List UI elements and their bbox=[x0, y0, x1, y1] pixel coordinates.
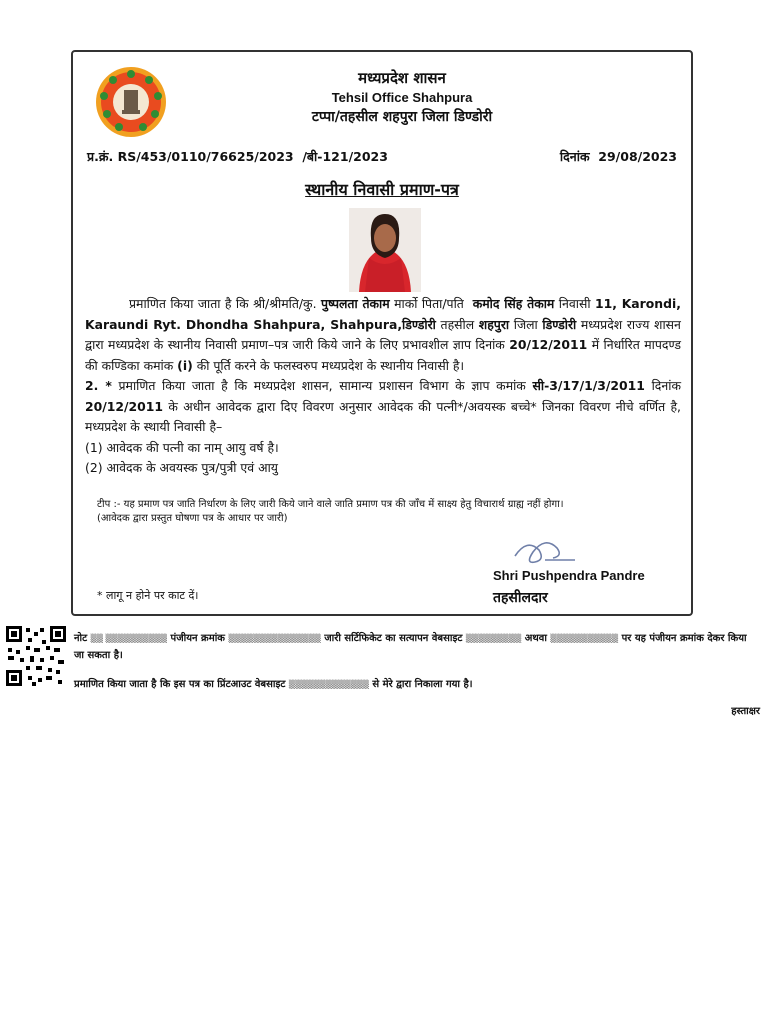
officer-title: तहसीलदार bbox=[493, 590, 548, 606]
signature-scribble bbox=[505, 530, 625, 570]
signature-label: हस्ताक्षर bbox=[731, 706, 760, 717]
item-2: (2) आवेदक के अवयस्क पुत्र/पुत्री एवं आयु bbox=[85, 460, 278, 475]
item-1: (1) आवेदक की पत्नी का नाम् आयु वर्ष है। bbox=[85, 439, 279, 455]
paragraph-1: प्रमाणित किया जाता है कि श्री/श्रीमति/कु. पुष्पलता तेकाम मार्को पिता/पति कमोद सिंह तेकाम निवासी 11, Karondi, Karaundi Ryt. Dhondha Shahpura, Shahpura,डिण्डोरी तहसील शहपुरा जिला डिण्डोरी मध्यप्रदेश राज्य शासन द्वारा मध्यप्रदेश के स्थानीय निवासी प्रमाण–पत्र जारी किये जाने के लिए प्रभावशील ज्ञाप दिनांक 20/12/2011 में निर्धारित मापदण्ड की कण्डिका कमांक (i) की पूर्ति करने के फलस्वरुप मध्यप्रदेश के स्थानीय निवासी है। bbox=[85, 296, 681, 373]
reference-row bbox=[87, 148, 677, 165]
applicant-photo bbox=[349, 208, 421, 292]
certificate-note: टीप :- यह प्रमाण पत्र जाति निर्धारण के लिए जारी किये जाने वाले जाति प्रमाण पत्र की जाँच में साक्ष्य हेतु विचारार्थ ग्राह्य नहीं होगा। (आवेदक द्वारा प्रस्तुत घोषणा पत्र के आधार पर जारी) bbox=[97, 499, 564, 524]
office-name-hindi: टप्पा/तहसील शहपुरा जिला डिण्डोरी bbox=[311, 109, 493, 125]
tehsil-name: शहपुरा bbox=[478, 316, 510, 332]
issue-date: दिनांक 29/08/2023 bbox=[559, 149, 677, 164]
reference-number: RS/453/0110/76625/2023 bbox=[117, 149, 294, 164]
certificate-frame bbox=[71, 50, 693, 616]
verification-note: नोट ▒▒ ▒▒▒▒▒▒▒▒▒▒ पंजीयन क्रमांक ▒▒▒▒▒▒▒▒▒▒▒▒▒▒▒ जारी सर्टिफिकेट का सत्यापन वेबसाइट ▒▒▒▒▒▒▒▒▒ अथवा ▒▒▒▒▒▒▒▒▒▒▒ पर यह पंजीयन क्रमांक देकर किया जा सकता है। bbox=[74, 633, 747, 661]
memo-number: सी-3/17/1/3/2011 bbox=[532, 378, 645, 393]
government-name: मध्यप्रदेश शासन bbox=[358, 69, 446, 87]
certificate-body bbox=[85, 294, 681, 479]
qr-code bbox=[6, 626, 66, 686]
reference-label: प्र.क्रं. bbox=[87, 149, 114, 164]
district-name: डिण्डोरी bbox=[542, 316, 577, 332]
applicant-name: पुष्पलता तेकाम bbox=[320, 296, 390, 311]
certificate-title: स्थानीय निवासी प्रमाण-पत्र bbox=[305, 180, 459, 199]
officer-name: Shri Pushpendra Pandre bbox=[493, 568, 645, 583]
b-number: /बी-121/2023 bbox=[302, 149, 388, 164]
father-husband-name: कमोद सिंह तेकाम bbox=[472, 296, 555, 311]
letterhead bbox=[73, 68, 691, 126]
paragraph-2: 2. * प्रमाणित किया जाता है कि मध्यप्रदेश शासन, सामान्य प्रशासन विभाग के ज्ञाप कमांक सी-3/17/1/3/2011 दिनांक 20/12/2011 के अधीन आवेदक द्वारा दिए विवरण अनुसार आवेदक की पत्नी*/अवयस्क बच्चे* जिनका विवरण नीचे वर्णित है, मध्यप्रदेश के स्थायी निवासी है– bbox=[85, 378, 681, 434]
footnote: * लागू न होने पर काट दें। bbox=[97, 589, 199, 602]
applicant-address: 11, Karondi, Karaundi Ryt. Dhondha Shahpura, Shahpura,डिण्डोरी bbox=[85, 296, 681, 332]
office-name-english: Tehsil Office Shahpura bbox=[331, 90, 473, 105]
printout-note: प्रमाणित किया जाता है कि इस पत्र का प्रिंटआउट वेबसाइट ▒▒▒▒▒▒▒▒▒▒▒▒▒ से मेरे द्वारा निकाला गया है। bbox=[74, 679, 473, 690]
faint-watermark-text: ▒▒ ▒▒▒▒▒▒▒▒▒▒ bbox=[90, 634, 168, 643]
